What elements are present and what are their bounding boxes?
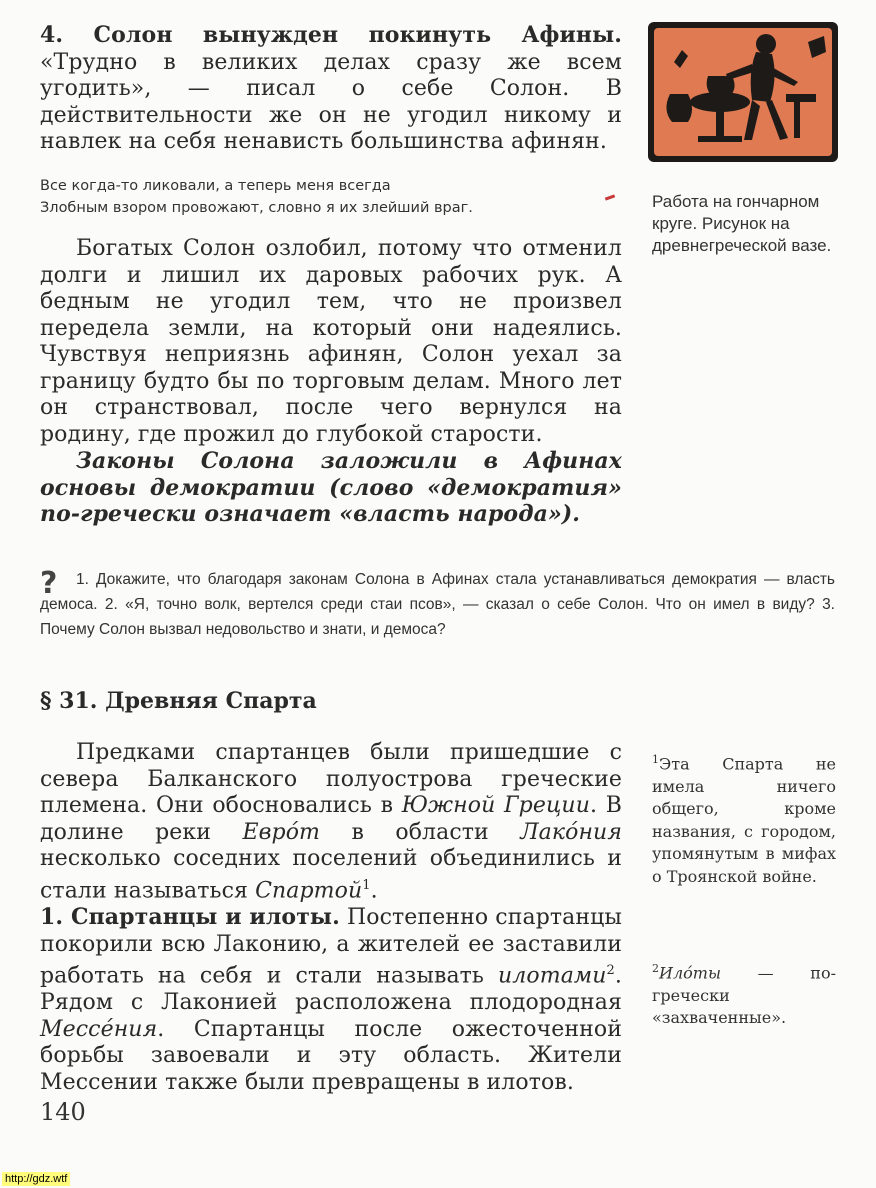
section4-text: «Трудно в великих делах сразу же всем угодить», — писал о себе Солон. В действительности же он не угодил никому и навлек на себя ненависть большинства афинян. [40,49,622,154]
footnote-ref-2: 2 [606,963,615,979]
subsection-heading: 1. Спартанцы и илоты. [40,904,340,931]
section31-paragraph-1: Предками спартанцев были пришедшие с севера Балканского полуострова греческие племена. Они обосновались в Южной Греции. В долине реки Еврóт в области Лакóния несколько соседних поселений объединились и стали называться Спартой$^1$. [40,740,622,903]
section4-body [40,236,622,528]
section4-paragraph: Богатых Солон озлобил, потому что отменил долги и лишил их даровых рабочих рук. А бедным не угодил тем, что не произвел передела земли, на который они надеялись. Чувствуя неприязнь афинян, Солон уехал за границу будто бы по торговым делам. Много лет он странствовал, после чего вернулся на родину, где прожил до глубокой старости. [40,236,622,447]
question-icon: ? [40,566,58,601]
term-lakonia: Лакóния [520,819,622,845]
poem-line-2: Злобным взором провожают, словно я их злейший враг. [40,200,473,216]
section31-heading: § 31. Древняя Спарта [40,688,317,714]
footnote-1: $^1$Эта Спарта не имела ничего общего, кроме названия, с городом, упомянутым в мифах о Троянской войне. [652,753,836,886]
section31-paragraph-2: 1. Спартанцы и илоты. Постепенно спартанцы покорили всю Лаконию, а жителей ее заставили работать на себя и стали называть илотами$^2$. Рядом с Лаконией расположена плодородная Мессéния. Спартанцы после ожесточенной борьбы завоевали и эту область. Жители Мессении также были превращены в илотов. [40,904,622,1095]
term-ilots: илотами [498,963,607,989]
term-evrot: Еврóт [242,819,321,845]
image-caption: Работа на гончарном круге. Рисунок на древнегреческой вазе. [652,192,832,255]
section31-body [40,740,622,1096]
source-link[interactable]: http://gdz.wtf [2,1172,70,1186]
page-number: 140 [40,1098,86,1126]
vase-illustration [648,22,838,162]
footnote-2: $^2$Илóты — по-гречески «захваченные». [652,962,836,1028]
term-sparta: Спартой [255,877,363,903]
term-messenia: Мессéния [40,1016,158,1042]
term-south-greece: Южной Греции [401,793,590,818]
section4-heading: 4. Солон вынужден покинуть Афины. [40,22,622,48]
footnote-ref-1: 1 [362,877,371,893]
questions-text: 1. Докажите, что благодаря законам Солона в Афинах стала устанавливаться демократия — власть демоса. 2. «Я, точно волк, вертелся среди стаи псов», — сказал о себе Солон. Что он имел в виду? 3. Почему Солон вызвал недовольство и знати, и демоса? [40,571,835,638]
poem [40,175,620,219]
section4-intro [40,22,622,156]
poem-line-1: Все когда-то ликовали, а теперь меня всегда [40,178,391,194]
section4-conclusion: Законы Солона заложили в Афинах основы демократии (слово «демократия» по-гречески означает «власть народа»). [40,448,622,527]
